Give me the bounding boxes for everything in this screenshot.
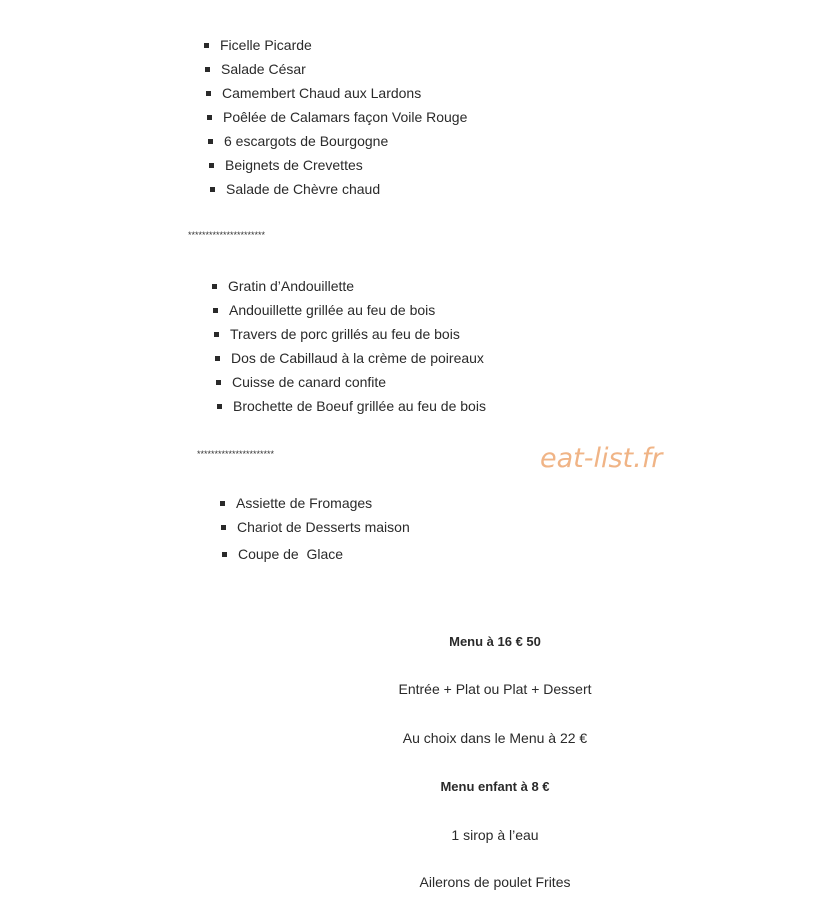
mains-list [212, 274, 486, 418]
starter-label: Poêlée de Calamars façon Voile Rouge [223, 109, 468, 125]
bullet-icon [205, 67, 210, 72]
bullet-icon [207, 115, 212, 120]
menu-16-title: Menu à 16 € 50 [449, 634, 541, 649]
bullet-icon [210, 187, 215, 192]
main-label: Travers de porc grillés au feu de bois [230, 326, 460, 342]
list-item [213, 298, 486, 322]
list-item [205, 57, 467, 81]
dessert-label: Coupe de Glace [238, 546, 344, 562]
bullet-icon [216, 380, 221, 385]
main-label: Andouillette grillée au feu de bois [229, 302, 436, 318]
main-label: Cuisse de canard confite [232, 374, 387, 390]
dessert-label: Chariot de Desserts maison [237, 519, 410, 535]
list-item [222, 542, 410, 566]
main-label: Brochette de Boeuf grillée au feu de bois [233, 398, 486, 414]
menu-enfant-line1: 1 sirop à l’eau [451, 827, 539, 843]
starter-label: Salade César [221, 61, 306, 77]
dessert-label: Assiette de Fromages [236, 495, 373, 511]
bullet-icon [206, 91, 211, 96]
bullet-icon [215, 356, 220, 361]
list-item [214, 322, 486, 346]
starter-label: Beignets de Crevettes [225, 157, 363, 173]
list-item [215, 346, 486, 370]
list-item [209, 153, 467, 177]
starter-label: 6 escargots de Bourgogne [224, 133, 389, 149]
site-watermark: eat-list.fr [540, 443, 663, 474]
bullet-icon [212, 284, 217, 289]
starter-label: Camembert Chaud aux Lardons [222, 85, 422, 101]
bullet-icon [213, 308, 218, 313]
list-item [210, 177, 467, 201]
bullet-icon [209, 163, 214, 168]
starter-label: Salade de Chèvre chaud [226, 181, 381, 197]
list-item [212, 274, 486, 298]
list-item [220, 491, 410, 515]
bullet-icon [204, 43, 209, 48]
list-item [217, 394, 486, 418]
bullet-icon [220, 501, 225, 506]
list-item [207, 105, 467, 129]
bullet-icon [214, 332, 219, 337]
bullet-icon [221, 525, 226, 530]
list-item [204, 33, 467, 57]
bullet-icon [222, 552, 227, 557]
section-separator: ********************** [188, 230, 266, 240]
bullet-icon [217, 404, 222, 409]
list-item [206, 81, 467, 105]
bullet-icon [208, 139, 213, 144]
list-item [208, 129, 467, 153]
starters-list [204, 33, 467, 201]
menu-enfant-title: Menu enfant à 8 € [440, 779, 550, 794]
list-item [221, 515, 410, 539]
list-item [216, 370, 486, 394]
section-separator: ********************** [197, 449, 275, 459]
main-label: Dos de Cabillaud à la crème de poireaux [231, 350, 484, 366]
starter-label: Ficelle Picarde [220, 37, 312, 53]
desserts-list [220, 491, 410, 566]
menu-16-line2: Au choix dans le Menu à 22 € [402, 730, 588, 746]
main-label: Gratin d’Andouillette [228, 278, 355, 294]
menu-enfant-line2: Ailerons de poulet Frites [419, 874, 571, 890]
menu-16-line1: Entrée + Plat ou Plat + Dessert [398, 681, 592, 697]
